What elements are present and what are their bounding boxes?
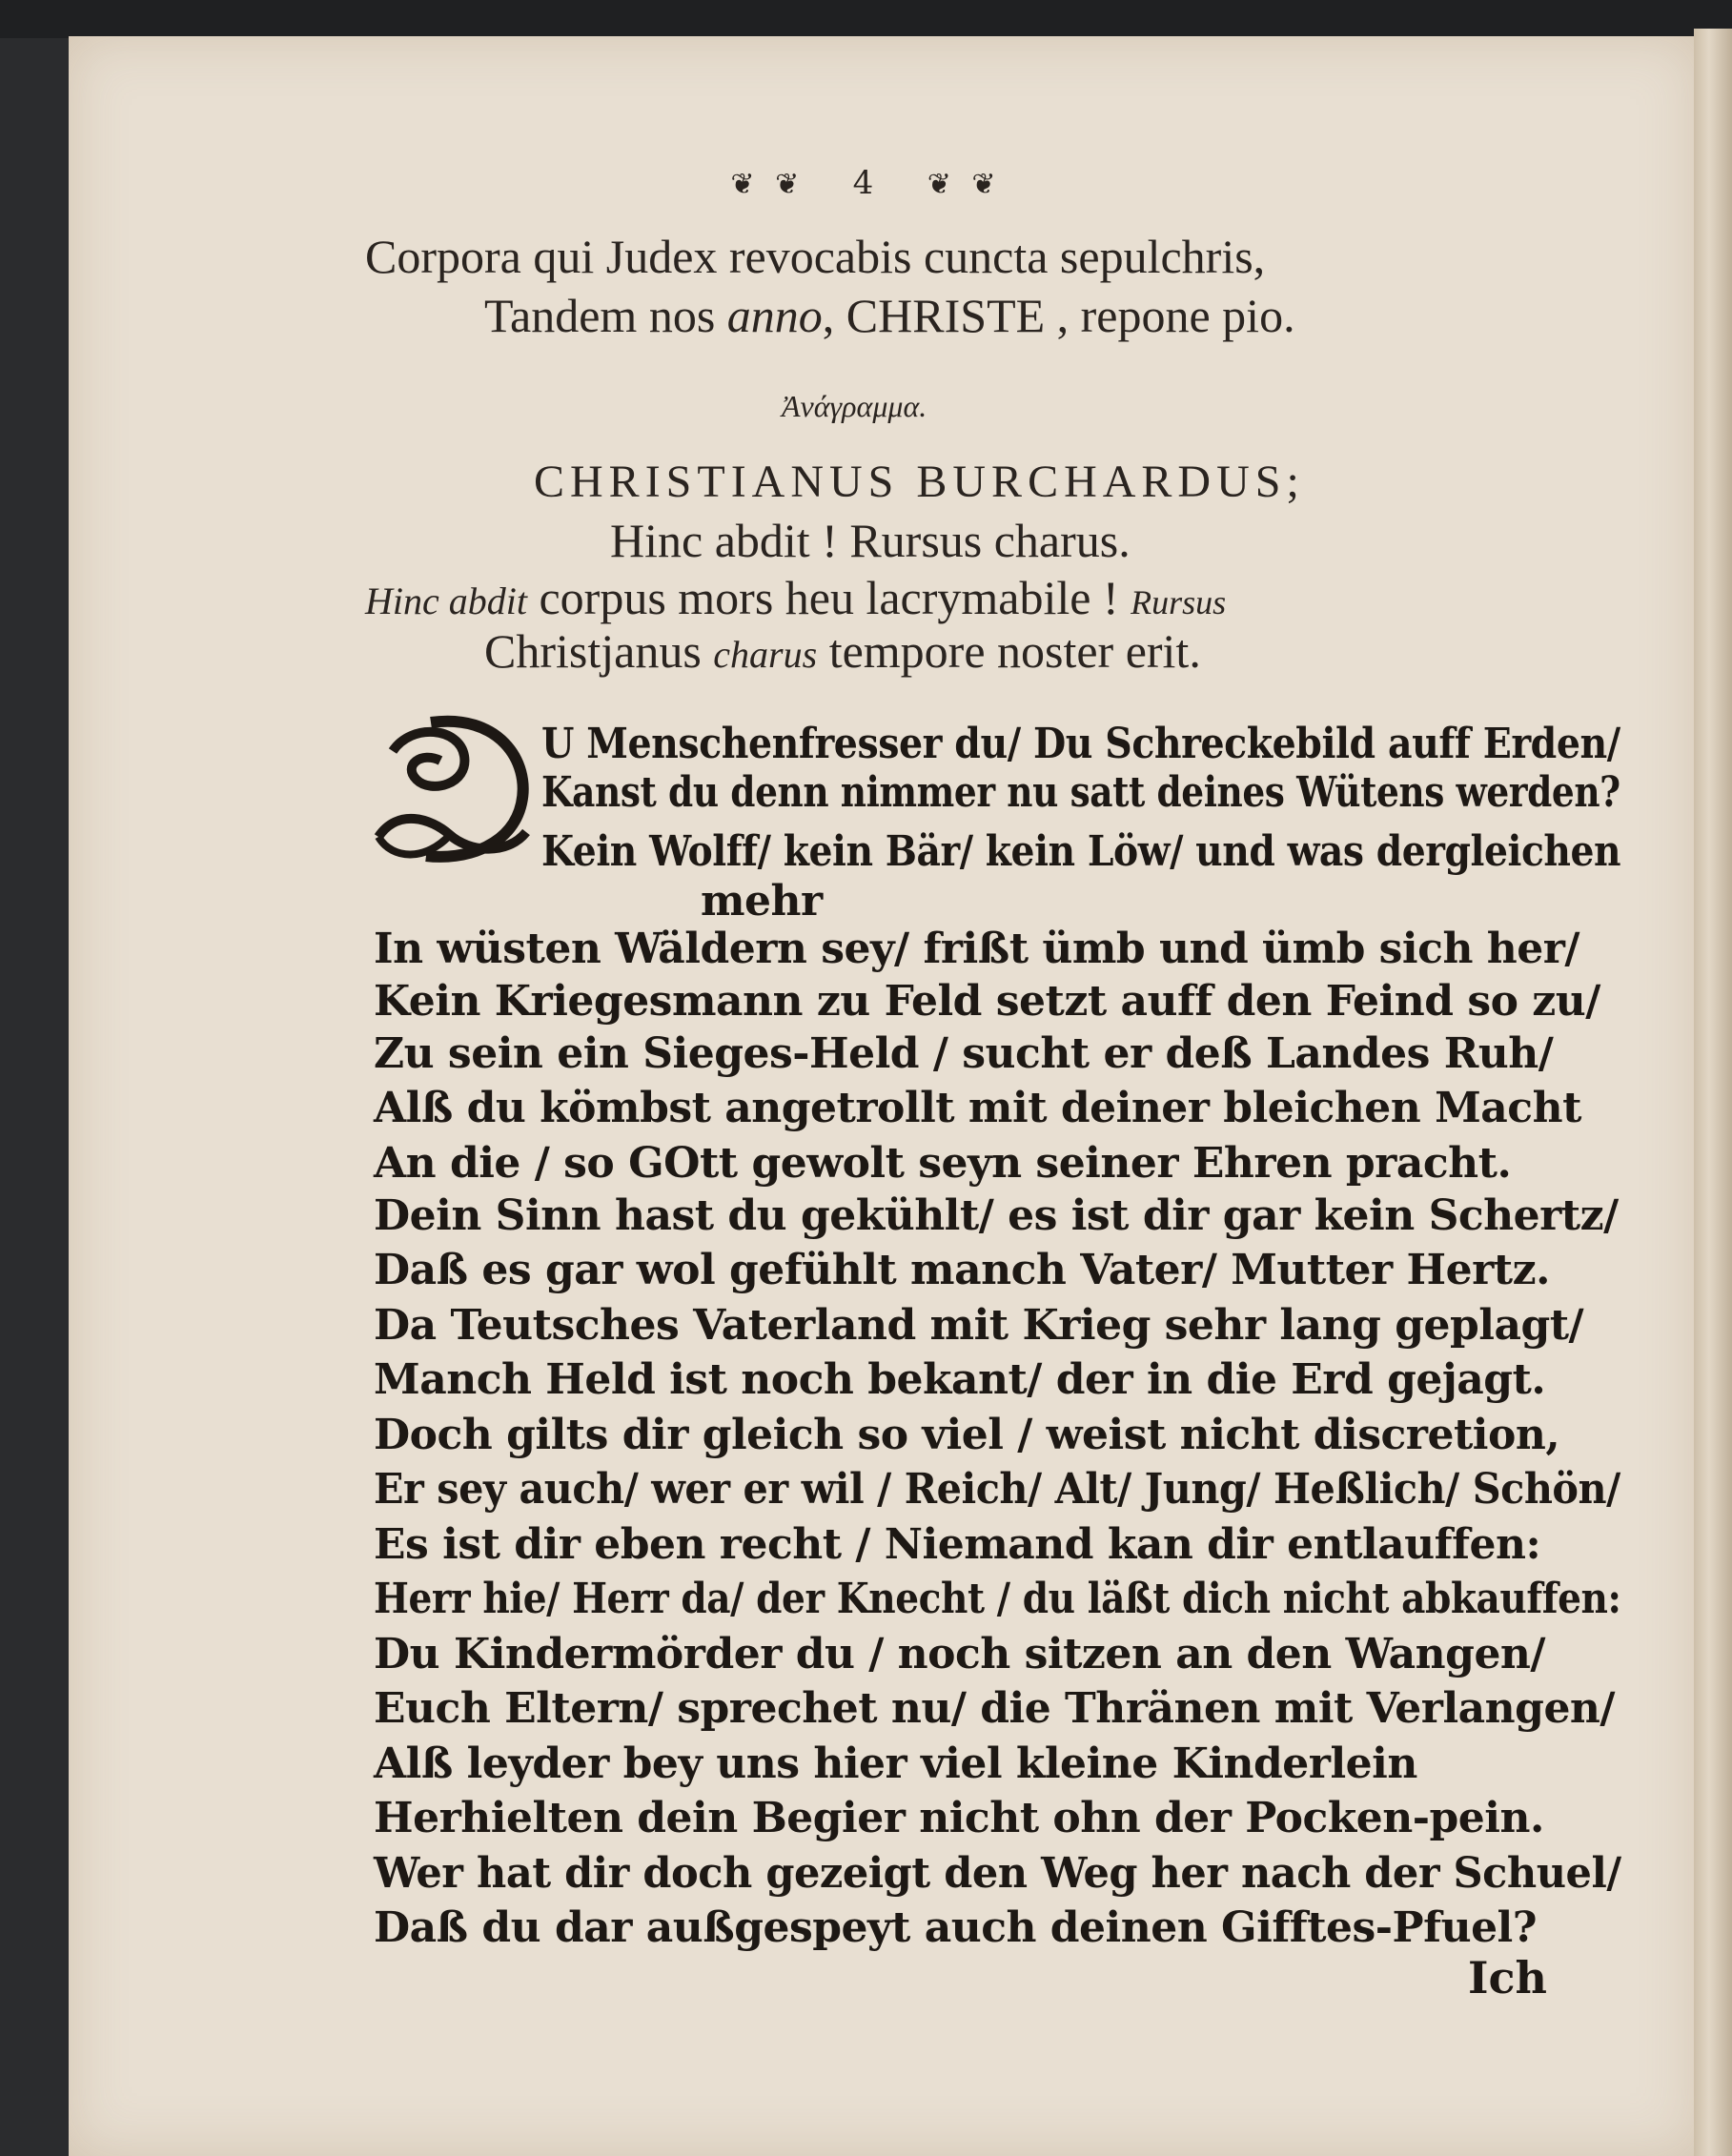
poem-line: Euch Eltern/ sprechet nu/ die Thränen mit Verlangen/ [374,1684,1615,1733]
poem-line: Dein Sinn hast du gekühlt/ es ist dir gar kein Schertz/ [374,1191,1619,1240]
anagram-verse-2 [484,623,1201,679]
anagram-name: CHRISTIANUS BURCHARDUS; [534,457,1305,507]
poem-line: Da Teutsches Vaterland mit Krieg sehr lang geplagt/ [374,1301,1584,1350]
epitaph-line-2-anno: anno [726,289,823,342]
epitaph-line-2-c: , CHRISTE , repone pio. [822,289,1295,342]
poem-line: An die / so GOtt gewolt seyn seiner Ehren pracht. [374,1139,1512,1188]
poem-line: Wer hat dir doch gezeigt den Weg her nach der Schuel/ [374,1849,1621,1898]
header-ornament-right-icon: ❦ ❦ [927,168,1002,201]
anagram-verse-2-c: tempore noster erit. [828,624,1201,678]
anagram-verse-1-c: Rursus [1131,583,1227,621]
epitaph-line-2 [484,288,1295,343]
anagram-solution: Hinc abdit ! Rursus charus. [610,514,1131,567]
header-ornament-left-icon: ❦ ❦ [730,168,805,201]
page-number: 4 [852,164,880,202]
epitaph-line-2-a: Tandem nos [484,289,716,342]
anagram-verse-2-b: charus [713,633,818,676]
dropcap-d-icon [374,713,536,865]
poem-line: Daß es gar wol gefühlt manch Vater/ Mutter Hertz. [374,1246,1550,1294]
poem-line: Herr hie/ Herr da/ der Knecht / du läßt dich nicht abkauffen: [374,1575,1621,1623]
anagram-verse-1 [365,570,1226,625]
poem-line: Kanst du denn nimmer nu satt deines Wütens werden? [541,768,1620,817]
poem-line: mehr [701,877,823,925]
poem-line: Daß du dar außgespeyt auch deinen Gifftes-Pfuel? [374,1903,1538,1952]
catchword: Ich [1468,1952,1547,2003]
poem-line: Zu sein ein Sieges-Held / sucht er deß Landes Ruh/ [374,1029,1554,1078]
poem-line: Alß du kömbst angetrollt mit deiner bleichen Macht [374,1084,1581,1132]
anagram-verse-2-a: Christjanus [484,624,702,678]
poem-line: Du Kindermörder du / noch sitzen an den Wangen/ [374,1630,1545,1678]
poem-line: In wüsten Wäldern sey/ frißt ümb und ümb sich her/ [374,925,1579,973]
epitaph-line-1: Corpora qui Judex revocabis cuncta sepulchris, [365,230,1266,283]
poem-line: Es ist dir eben recht / Niemand kan dir entlauffen: [374,1520,1541,1569]
poem-line: Manch Held ist noch bekant/ der in die Erd gejagt. [374,1355,1546,1404]
poem-line: Kein Wolff/ kein Bär/ kein Löw/ und was dergleichen [541,827,1621,876]
page-header [0,164,1732,202]
poem-line: Er sey auch/ wer er wil / Reich/ Alt/ Jung/ Heßlich/ Schön/ [374,1465,1620,1514]
anagram-verse-1-a: Hinc abdit [365,580,527,622]
poem-line: Herhielten dein Begier nicht ohn der Pocken-pein. [374,1794,1544,1842]
poem-line: Alß leyder bey uns hier viel kleine Kinderlein [374,1739,1417,1788]
anagram-verse-1-b: corpus mors heu lacrymabile ! [539,571,1131,624]
anagram-heading: Ἀνάγραμμα. [782,389,927,423]
poem-line: U Menschenfresser du/ Du Schreckebild auff Erden/ [541,720,1620,768]
poem-line: Doch gilts dir gleich so viel / weist nicht discretion, [374,1411,1560,1459]
poem-line: Kein Kriegesmann zu Feld setzt auff den Feind so zu/ [374,977,1600,1026]
